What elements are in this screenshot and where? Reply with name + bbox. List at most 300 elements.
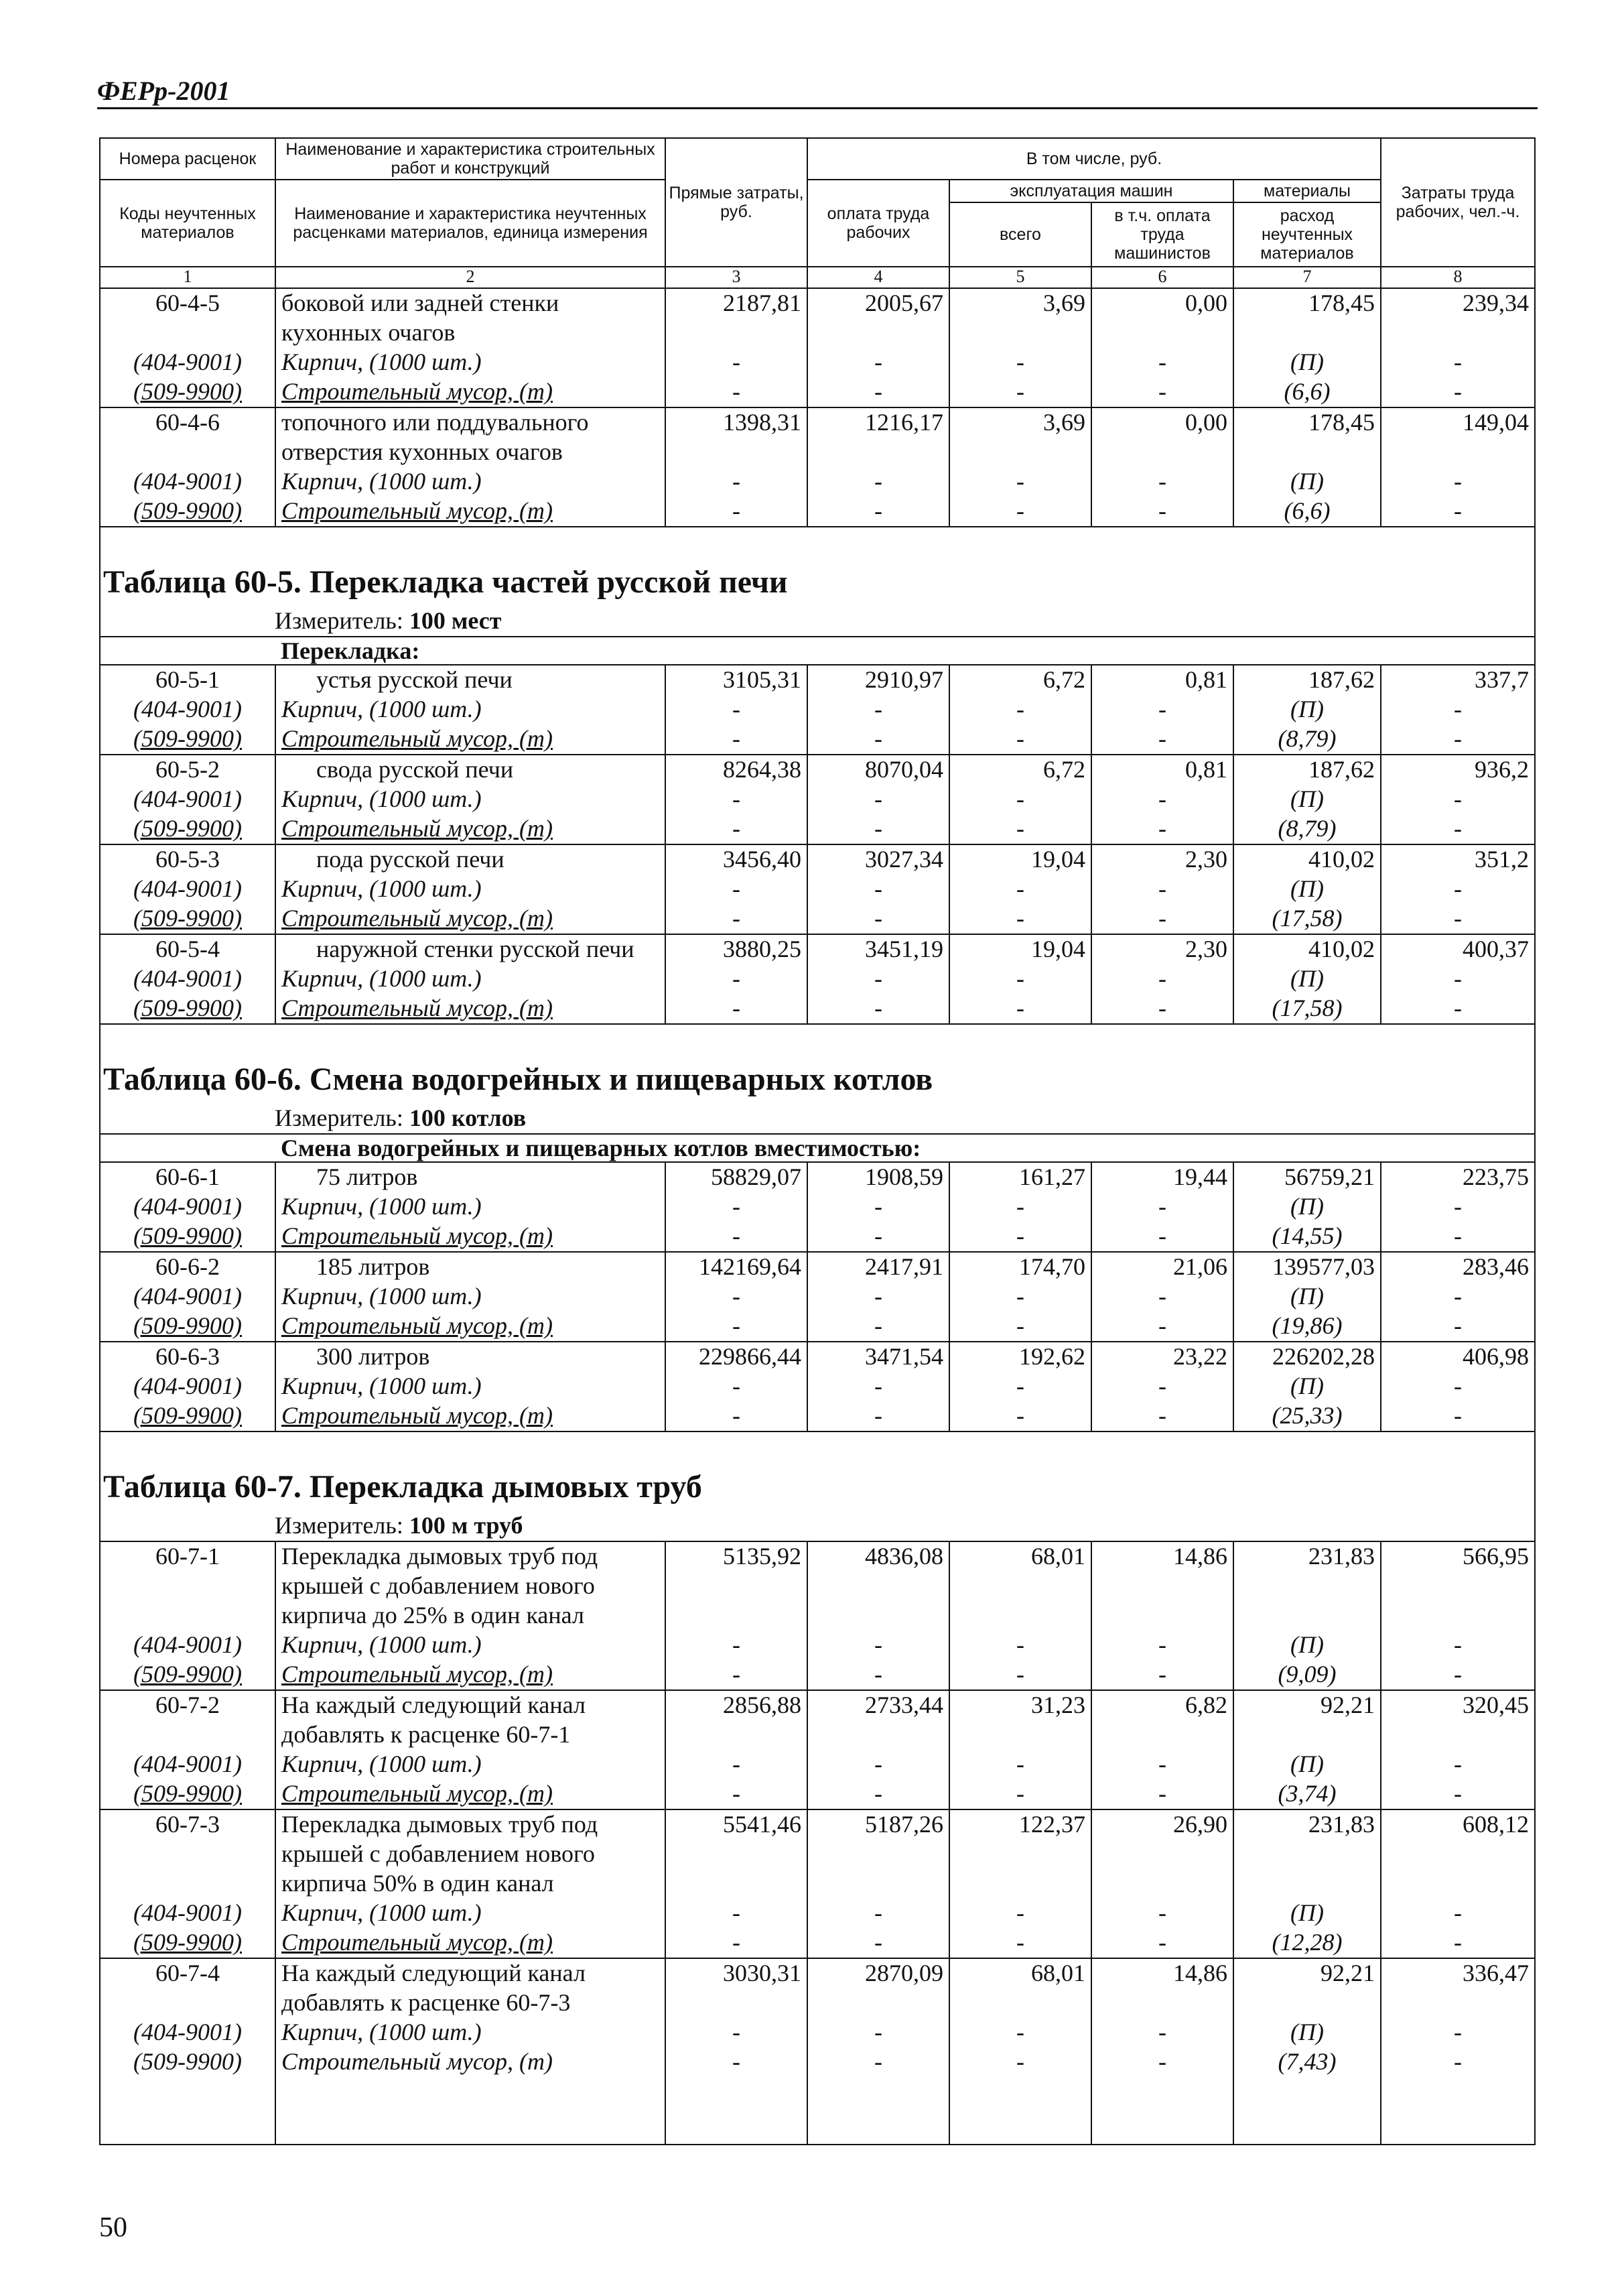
table-row [100, 1162, 1535, 1192]
measure-row [100, 1510, 1535, 1541]
material-code: (404-9001) [100, 2018, 275, 2047]
material-row [100, 348, 1535, 377]
machines-total: 192,62 [949, 1342, 1091, 1372]
dash: - [665, 348, 807, 377]
col-material-code-header: Коды неучтенных материалов [100, 180, 275, 267]
material-usage: (9,09) [1233, 1660, 1381, 1690]
rate-code: 60-7-1 [100, 1541, 275, 1572]
dash: - [949, 2047, 1091, 2077]
col-direct-costs-header: Прямые затраты, руб. [665, 138, 807, 267]
col-material-name-header: Наименование и характеристика неучтенных расценками материалов, единица измерения [275, 180, 665, 267]
dash: - [949, 1750, 1091, 1779]
material-code: (509-9900) [100, 497, 275, 527]
material-row [100, 1282, 1535, 1312]
work-name: Перекладка дымовых труб под [275, 1809, 665, 1840]
material-name: Строительный мусор, (т) [275, 1401, 665, 1431]
work-name: 300 литров [275, 1342, 665, 1372]
materials-cost: 187,62 [1233, 755, 1381, 785]
material-row [100, 1779, 1535, 1809]
work-name: свода русской печи [275, 755, 665, 785]
material-name: Кирпич, (1000 шт.) [275, 875, 665, 904]
col-materials-header: материалы [1233, 180, 1381, 202]
material-usage: (25,33) [1233, 1401, 1381, 1431]
dash: - [1091, 1192, 1233, 1222]
table-row [100, 288, 1535, 318]
dash: - [665, 1222, 807, 1252]
material-name: Кирпич, (1000 шт.) [275, 1750, 665, 1779]
material-row [100, 1312, 1535, 1342]
material-usage: (П) [1233, 1631, 1381, 1660]
material-code: (404-9001) [100, 1192, 275, 1222]
header-row-2 [100, 180, 1535, 202]
materials-cost: 410,02 [1233, 844, 1381, 875]
material-code: (404-9001) [100, 1750, 275, 1779]
rate-code: 60-4-5 [100, 288, 275, 318]
dash: - [665, 964, 807, 994]
material-usage: (П) [1233, 785, 1381, 814]
dash: - [665, 1312, 807, 1342]
labor: 608,12 [1381, 1809, 1535, 1840]
material-name: Кирпич, (1000 шт.) [275, 785, 665, 814]
col-num: 6 [1091, 267, 1233, 288]
material-usage: (8,79) [1233, 724, 1381, 755]
measure-label: Измеритель: [275, 1512, 409, 1539]
dash: - [665, 904, 807, 934]
dash: - [949, 1312, 1091, 1342]
dash: - [949, 695, 1091, 724]
materials-cost: 231,83 [1233, 1541, 1381, 1572]
material-row [100, 497, 1535, 527]
machines-total: 68,01 [949, 1958, 1091, 1988]
dash: - [949, 467, 1091, 497]
work-name: устья русской печи [275, 665, 665, 695]
work-name: 185 литров [275, 1252, 665, 1282]
material-usage: (6,6) [1233, 497, 1381, 527]
dash: - [807, 1899, 949, 1928]
material-row [100, 1192, 1535, 1222]
dash: - [949, 1899, 1091, 1928]
dash: - [1381, 1222, 1535, 1252]
table-end-spacer [100, 2077, 1535, 2145]
machinist-wages: 2,30 [1091, 934, 1233, 964]
material-name: Строительный мусор, (т) [275, 497, 665, 527]
dash: - [665, 1282, 807, 1312]
material-code: (404-9001) [100, 964, 275, 994]
material-row [100, 964, 1535, 994]
dash: - [1381, 1750, 1535, 1779]
dash: - [807, 1660, 949, 1690]
material-row [100, 1660, 1535, 1690]
work-name-cont: крышей с добавлением нового [275, 1572, 665, 1601]
direct-costs: 58829,07 [665, 1162, 807, 1192]
material-row [100, 994, 1535, 1024]
dash: - [665, 1401, 807, 1431]
material-name: Строительный мусор, (т) [275, 377, 665, 407]
material-name: Кирпич, (1000 шт.) [275, 695, 665, 724]
col-machinist-wages-header: в т.ч. оплата труда машинистов [1091, 202, 1233, 267]
dash: - [665, 1192, 807, 1222]
measure-unit [100, 605, 1535, 637]
dash: - [807, 2047, 949, 2077]
work-name: наружной стенки русской печи [275, 934, 665, 964]
labor: 239,34 [1381, 288, 1535, 318]
material-name: Кирпич, (1000 шт.) [275, 1372, 665, 1401]
rate-code: 60-5-3 [100, 844, 275, 875]
col-machines-total-header: всего [949, 202, 1091, 267]
machinist-wages: 6,82 [1091, 1690, 1233, 1720]
material-row [100, 814, 1535, 844]
dash: - [807, 1372, 949, 1401]
dash: - [1091, 497, 1233, 527]
materials-cost: 92,21 [1233, 1690, 1381, 1720]
dash: - [807, 467, 949, 497]
work-name-cont: кухонных очагов [275, 318, 665, 348]
material-usage: (14,55) [1233, 1222, 1381, 1252]
table-row [100, 1840, 1535, 1869]
dash: - [1091, 964, 1233, 994]
measure-label: Измеритель: [275, 607, 409, 634]
dash: - [1381, 875, 1535, 904]
rate-code: 60-7-3 [100, 1809, 275, 1840]
material-row [100, 1750, 1535, 1779]
dash: - [949, 377, 1091, 407]
material-name: Кирпич, (1000 шт.) [275, 2018, 665, 2047]
subheading: Перекладка: [275, 637, 1535, 665]
material-name: Кирпич, (1000 шт.) [275, 1282, 665, 1312]
dash: - [665, 1631, 807, 1660]
machines-total: 161,27 [949, 1162, 1091, 1192]
dash: - [949, 994, 1091, 1024]
section-title-row [100, 527, 1535, 605]
material-code: (509-9900) [100, 1660, 275, 1690]
machinist-wages: 14,86 [1091, 1958, 1233, 1988]
material-usage: (П) [1233, 2018, 1381, 2047]
direct-costs: 3880,25 [665, 934, 807, 964]
subheading-blank [100, 637, 275, 665]
dash: - [1381, 814, 1535, 844]
dash: - [1091, 348, 1233, 377]
measure-value: 100 м труб [409, 1512, 523, 1539]
dash: - [949, 1779, 1091, 1809]
work-name-cont: крышей с добавлением нового [275, 1840, 665, 1869]
material-code: (509-9900) [100, 377, 275, 407]
material-usage: (П) [1233, 875, 1381, 904]
wages: 8070,04 [807, 755, 949, 785]
table-row [100, 1809, 1535, 1840]
materials-cost: 139577,03 [1233, 1252, 1381, 1282]
material-code: (404-9001) [100, 1899, 275, 1928]
material-code: (404-9001) [100, 1282, 275, 1312]
col-num: 7 [1233, 267, 1381, 288]
dash: - [665, 1899, 807, 1928]
dash: - [1091, 2018, 1233, 2047]
dash: - [949, 1401, 1091, 1431]
material-usage: (6,6) [1233, 377, 1381, 407]
material-usage: (П) [1233, 1192, 1381, 1222]
material-code: (404-9001) [100, 875, 275, 904]
dash: - [1091, 1372, 1233, 1401]
dash: - [807, 1222, 949, 1252]
dash: - [949, 875, 1091, 904]
header-row-1 [100, 138, 1535, 180]
dash: - [1091, 724, 1233, 755]
dash: - [807, 2018, 949, 2047]
col-rate-number-header: Номера расценок [100, 138, 275, 180]
material-code: (509-9900) [100, 2047, 275, 2077]
rate-code: 60-5-1 [100, 665, 275, 695]
machines-total: 31,23 [949, 1690, 1091, 1720]
labor: 337,7 [1381, 665, 1535, 695]
section-title-row [100, 1431, 1535, 1510]
dash: - [1091, 1312, 1233, 1342]
machinist-wages: 23,22 [1091, 1342, 1233, 1372]
rates-table [99, 137, 1536, 2145]
col-num: 5 [949, 267, 1091, 288]
page-number: 50 [99, 2212, 127, 2243]
materials-cost: 226202,28 [1233, 1342, 1381, 1372]
dash: - [1381, 964, 1535, 994]
materials-cost: 56759,21 [1233, 1162, 1381, 1192]
material-code: (509-9900) [100, 994, 275, 1024]
machines-total: 6,72 [949, 755, 1091, 785]
material-row [100, 377, 1535, 407]
material-usage: (8,79) [1233, 814, 1381, 844]
work-name: боковой или задней стенки [275, 288, 665, 318]
dash: - [807, 814, 949, 844]
col-machines-header: эксплуатация машин [949, 180, 1233, 202]
dash: - [1091, 785, 1233, 814]
wages: 3471,54 [807, 1342, 949, 1372]
measure-row [100, 1102, 1535, 1134]
material-code: (509-9900) [100, 814, 275, 844]
labor: 936,2 [1381, 755, 1535, 785]
machines-total: 3,69 [949, 288, 1091, 318]
work-name: пода русской печи [275, 844, 665, 875]
dash: - [807, 497, 949, 527]
material-usage: (7,43) [1233, 2047, 1381, 2077]
table-row [100, 1601, 1535, 1631]
work-name-cont: отверстия кухонных очагов [275, 438, 665, 467]
dash: - [665, 724, 807, 755]
dash: - [807, 1282, 949, 1312]
dash: - [1091, 1401, 1233, 1431]
dash: - [1381, 724, 1535, 755]
dash: - [807, 1631, 949, 1660]
material-code: (509-9900) [100, 1312, 275, 1342]
labor: 351,2 [1381, 844, 1535, 875]
dash: - [949, 497, 1091, 527]
direct-costs: 229866,44 [665, 1342, 807, 1372]
table-row [100, 1690, 1535, 1720]
dash: - [807, 695, 949, 724]
machinist-wages: 14,86 [1091, 1541, 1233, 1572]
material-name: Строительный мусор, (т) [275, 994, 665, 1024]
dash: - [1091, 1660, 1233, 1690]
labor: 406,98 [1381, 1342, 1535, 1372]
rate-code: 60-5-2 [100, 755, 275, 785]
dash: - [1381, 1192, 1535, 1222]
material-usage: (П) [1233, 964, 1381, 994]
dash: - [1091, 467, 1233, 497]
material-name: Строительный мусор, (т) [275, 1928, 665, 1958]
material-code: (404-9001) [100, 695, 275, 724]
dash: - [1091, 2047, 1233, 2077]
dash: - [949, 1660, 1091, 1690]
material-row [100, 1899, 1535, 1928]
dash: - [1091, 875, 1233, 904]
col-num: 4 [807, 267, 949, 288]
dash: - [807, 1401, 949, 1431]
section-title: Таблица 60-7. Перекладка дымовых труб [100, 1431, 1535, 1510]
material-row [100, 1401, 1535, 1431]
dash: - [665, 875, 807, 904]
rate-code: 60-6-2 [100, 1252, 275, 1282]
dash: - [807, 1192, 949, 1222]
labor: 149,04 [1381, 407, 1535, 438]
table-row [100, 934, 1535, 964]
dash: - [949, 1282, 1091, 1312]
material-usage: (П) [1233, 1899, 1381, 1928]
direct-costs: 3030,31 [665, 1958, 807, 1988]
measure-value: 100 мест [409, 607, 502, 634]
table-row [100, 1342, 1535, 1372]
dash: - [807, 377, 949, 407]
material-usage: (П) [1233, 348, 1381, 377]
machinist-wages: 0,81 [1091, 665, 1233, 695]
material-name: Строительный мусор, (т) [275, 904, 665, 934]
dash: - [665, 785, 807, 814]
dash: - [807, 1928, 949, 1958]
work-name-cont: добавлять к расценке 60-7-3 [275, 1988, 665, 2018]
work-name-cont: кирпича до 25% в один канал [275, 1601, 665, 1631]
dash: - [1381, 1631, 1535, 1660]
material-code: (509-9900) [100, 1779, 275, 1809]
wages: 2870,09 [807, 1958, 949, 1988]
material-code: (404-9001) [100, 1631, 275, 1660]
section-title: Таблица 60-6. Смена водогрейных и пищеварных котлов [100, 1024, 1535, 1102]
dash: - [665, 1779, 807, 1809]
material-row [100, 1222, 1535, 1252]
dash: - [1091, 1282, 1233, 1312]
material-name: Кирпич, (1000 шт.) [275, 964, 665, 994]
dash: - [949, 1631, 1091, 1660]
machines-total: 122,37 [949, 1809, 1091, 1840]
dash: - [1381, 695, 1535, 724]
labor: 320,45 [1381, 1690, 1535, 1720]
dash: - [1381, 785, 1535, 814]
col-wages-header: оплата труда рабочих [807, 180, 949, 267]
direct-costs: 1398,31 [665, 407, 807, 438]
material-name: Кирпич, (1000 шт.) [275, 1192, 665, 1222]
dash: - [949, 724, 1091, 755]
dash: - [665, 695, 807, 724]
material-row [100, 904, 1535, 934]
table-row [100, 1958, 1535, 1988]
table-row [100, 844, 1535, 875]
dash: - [665, 377, 807, 407]
dash: - [665, 2047, 807, 2077]
material-usage: (П) [1233, 1282, 1381, 1312]
col-material-usage-header: расход неучтенных материалов [1233, 202, 1381, 267]
dash: - [1381, 348, 1535, 377]
direct-costs: 3105,31 [665, 665, 807, 695]
material-name: Строительный мусор, (т) [275, 2047, 665, 2077]
labor: 283,46 [1381, 1252, 1535, 1282]
dash: - [1381, 1312, 1535, 1342]
material-name: Строительный мусор, (т) [275, 724, 665, 755]
materials-cost: 178,45 [1233, 288, 1381, 318]
machines-total: 68,01 [949, 1541, 1091, 1572]
measure-value: 100 котлов [409, 1104, 527, 1131]
section-title: Таблица 60-5. Перекладка частей русской печи [100, 527, 1535, 605]
material-code: (404-9001) [100, 1372, 275, 1401]
wages: 2733,44 [807, 1690, 949, 1720]
wages: 5187,26 [807, 1809, 949, 1840]
col-num: 8 [1381, 267, 1535, 288]
work-name: Перекладка дымовых труб под [275, 1541, 665, 1572]
direct-costs: 2187,81 [665, 288, 807, 318]
labor: 566,95 [1381, 1541, 1535, 1572]
machines-total: 19,04 [949, 844, 1091, 875]
table-row [100, 407, 1535, 438]
dash: - [1091, 994, 1233, 1024]
material-name: Строительный мусор, (т) [275, 1222, 665, 1252]
wages: 4836,08 [807, 1541, 949, 1572]
dash: - [665, 497, 807, 527]
material-code: (509-9900) [100, 724, 275, 755]
dash: - [665, 994, 807, 1024]
dash: - [807, 1750, 949, 1779]
dash: - [807, 875, 949, 904]
material-row [100, 1928, 1535, 1958]
dash: - [1091, 1631, 1233, 1660]
direct-costs: 3456,40 [665, 844, 807, 875]
direct-costs: 142169,64 [665, 1252, 807, 1282]
material-usage: (П) [1233, 467, 1381, 497]
dash: - [1381, 467, 1535, 497]
dash: - [1381, 994, 1535, 1024]
material-row [100, 695, 1535, 724]
material-row [100, 2018, 1535, 2047]
dash: - [807, 964, 949, 994]
machinist-wages: 21,06 [1091, 1252, 1233, 1282]
wages: 3027,34 [807, 844, 949, 875]
direct-costs: 5541,46 [665, 1809, 807, 1840]
table-row [100, 1988, 1535, 2018]
material-row [100, 467, 1535, 497]
dash: - [665, 814, 807, 844]
dash: - [1381, 1928, 1535, 1958]
work-name: 75 литров [275, 1162, 665, 1192]
section-title-row [100, 1024, 1535, 1102]
table-row [100, 1572, 1535, 1601]
subheading: Смена водогрейных и пищеварных котлов вместимостью: [275, 1134, 1535, 1162]
dash: - [1091, 904, 1233, 934]
measure-row [100, 605, 1535, 637]
wages: 1908,59 [807, 1162, 949, 1192]
wages: 1216,17 [807, 407, 949, 438]
work-name: топочного или поддувального [275, 407, 665, 438]
table-row [100, 1869, 1535, 1899]
labor: 336,47 [1381, 1958, 1535, 1988]
wages: 3451,19 [807, 934, 949, 964]
dash: - [949, 1928, 1091, 1958]
dash: - [949, 964, 1091, 994]
dash: - [1091, 1750, 1233, 1779]
material-name: Кирпич, (1000 шт.) [275, 348, 665, 377]
material-usage: (П) [1233, 1750, 1381, 1779]
table-row [100, 1252, 1535, 1282]
